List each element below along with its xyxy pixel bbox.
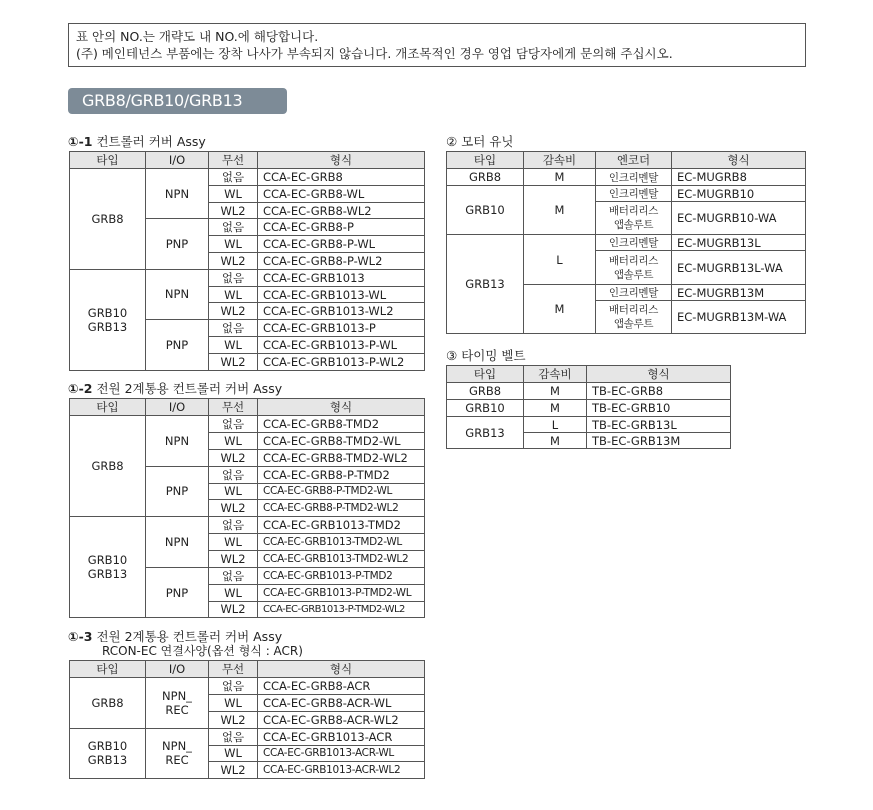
model-cell: CCA-EC-GRB1013-WL: [258, 286, 425, 303]
type-cell: [70, 678, 146, 729]
section-number: ①-3: [68, 629, 93, 644]
io-cell: [146, 728, 209, 779]
wireless-cell: 없음: [209, 466, 258, 483]
header-type: 타입: [447, 152, 524, 169]
wireless-cell: 없음: [209, 678, 258, 695]
type-cell: [70, 169, 146, 270]
model-cell: CCA-EC-GRB8-P-WL: [258, 236, 425, 253]
section-1-2-title: [68, 381, 282, 396]
header-ratio: 감속비: [524, 152, 596, 169]
model-cell: EC-MUGRB10-WA: [672, 202, 806, 235]
header-type: 타입: [70, 661, 146, 678]
model-cell: TB-EC-GRB8: [587, 383, 731, 400]
io-label: PNP: [165, 484, 189, 499]
model-cell: CCA-EC-GRB1013-WL2: [258, 303, 425, 320]
type-label: GRB13: [87, 319, 128, 334]
encoder-line: 앱솔루트: [613, 268, 654, 281]
model-cell: CCA-EC-GRB8-TMD2-WL: [258, 433, 425, 450]
notice-line-2: (주) 메인테넌스 부품에는 장착 나사가 부속되지 않습니다. 개조목적인 경우 영업 담당자에게 문의해 주십시오.: [76, 46, 673, 61]
acr-cover-table: [69, 660, 425, 779]
wireless-cell: WL: [209, 186, 258, 203]
wireless-cell: 없음: [209, 320, 258, 337]
io-label: REC: [165, 753, 189, 768]
model-cell: CCA-EC-GRB8: [258, 169, 425, 186]
model-cell: CCA-EC-GRB8-TMD2-WL2: [258, 449, 425, 466]
wireless-cell: WL: [209, 286, 258, 303]
type-cell: [70, 416, 146, 517]
io-cell: [146, 517, 209, 568]
header-wireless: 무선: [209, 152, 258, 169]
io-cell: [146, 320, 209, 370]
header-ratio: 감속비: [524, 366, 587, 383]
wireless-cell: WL: [209, 433, 258, 450]
controller-cover-table: [69, 151, 425, 371]
section-1-3-title: [68, 629, 282, 644]
wireless-cell: WL2: [209, 353, 258, 370]
encoder-cell: 인크리멘탈: [596, 169, 672, 186]
wireless-cell: WL2: [209, 449, 258, 466]
header-type: 타입: [70, 399, 146, 416]
model-cell: CCA-EC-GRB8-P-TMD2-WL: [258, 483, 425, 500]
encoder-cell: [596, 301, 672, 334]
wireless-cell: 없음: [209, 269, 258, 286]
header-wireless: 무선: [209, 399, 258, 416]
ratio-cell: M: [524, 400, 587, 417]
type-cell: GRB8: [447, 383, 524, 400]
wireless-cell: WL2: [209, 500, 258, 517]
type-label: GRB8: [91, 695, 124, 710]
model-cell: TB-EC-GRB10: [587, 400, 731, 417]
model-cell: EC-MUGRB13M-WA: [672, 301, 806, 334]
io-cell: [146, 169, 209, 219]
io-label: NPN: [164, 186, 190, 201]
wireless-cell: WL: [209, 534, 258, 551]
model-cell: CCA-EC-GRB1013-P-TMD2-WL2: [258, 601, 425, 618]
model-cell: TB-EC-GRB13L: [587, 417, 731, 433]
section-title-text: 타이밍 벨트: [457, 348, 526, 363]
type-cell: GRB13: [447, 235, 524, 334]
wireless-cell: 없음: [209, 517, 258, 534]
model-cell: CCA-EC-GRB1013-P-TMD2-WL: [258, 584, 425, 601]
wireless-cell: WL: [209, 337, 258, 354]
wireless-cell: 없음: [209, 416, 258, 433]
type-cell: [70, 517, 146, 618]
section-number: ③: [446, 348, 458, 363]
ratio-cell: M: [524, 169, 596, 186]
header-wireless: 무선: [209, 661, 258, 678]
type-cell: [70, 269, 146, 370]
encoder-cell: 인크리멘탈: [596, 235, 672, 251]
type-cell: GRB10: [447, 400, 524, 417]
section-title-text: 전원 2계통용 컨트롤러 커버 Assy: [92, 629, 283, 644]
series-badge: GRB8/GRB10/GRB13: [68, 88, 287, 114]
model-cell: CCA-EC-GRB8-P-TMD2-WL2: [258, 500, 425, 517]
section-3-title: [446, 348, 526, 363]
header-io: I/O: [146, 152, 209, 169]
model-cell: CCA-EC-GRB8-ACR: [258, 678, 425, 695]
wireless-cell: 없음: [209, 728, 258, 745]
type-label: GRB10: [87, 739, 128, 754]
timing-belt-table: [446, 365, 731, 449]
type-label: GRB10: [87, 553, 128, 568]
header-model: 형식: [587, 366, 731, 383]
io-label: NPN_: [162, 739, 192, 754]
dual-power-cover-table: [69, 398, 425, 618]
header-type: 타입: [447, 366, 524, 383]
wireless-cell: WL: [209, 745, 258, 762]
wireless-cell: WL2: [209, 762, 258, 779]
model-cell: CCA-EC-GRB1013-TMD2-WL2: [258, 550, 425, 567]
encoder-cell: 인크리멘탈: [596, 285, 672, 301]
wireless-cell: WL2: [209, 303, 258, 320]
io-label: NPN_: [162, 688, 192, 703]
encoder-line: 앱솔루트: [613, 219, 654, 231]
model-cell: CCA-EC-GRB8-P-TMD2: [258, 466, 425, 483]
model-cell: CCA-EC-GRB1013-P-TMD2: [258, 567, 425, 584]
encoder-line: 배터리리스: [608, 304, 659, 316]
notice-box: [68, 23, 806, 67]
header-io: I/O: [146, 399, 209, 416]
wireless-cell: WL2: [209, 550, 258, 567]
io-cell: [146, 416, 209, 467]
header-io: I/O: [146, 661, 209, 678]
ratio-cell: M: [524, 433, 587, 449]
wireless-cell: WL2: [209, 601, 258, 618]
section-2-title: [446, 134, 513, 149]
model-cell: CCA-EC-GRB8-ACR-WL2: [258, 711, 425, 728]
model-cell: CCA-EC-GRB8-TMD2: [258, 416, 425, 433]
model-cell: EC-MUGRB8: [672, 169, 806, 186]
section-title-text: 컨트롤러 커버 Assy: [92, 134, 206, 149]
model-cell: EC-MUGRB13M: [672, 285, 806, 301]
ratio-cell: L: [524, 235, 596, 285]
wireless-cell: WL2: [209, 202, 258, 219]
type-label: GRB8: [91, 211, 124, 226]
type-label: GRB10: [87, 305, 128, 320]
encoder-cell: [596, 251, 672, 285]
wireless-cell: WL: [209, 236, 258, 253]
io-label: PNP: [165, 337, 189, 352]
model-cell: CCA-EC-GRB1013: [258, 269, 425, 286]
model-cell: CCA-EC-GRB1013-ACR-WL2: [258, 762, 425, 779]
model-cell: CCA-EC-GRB8-P: [258, 219, 425, 236]
io-cell: [146, 466, 209, 517]
wireless-cell: 없음: [209, 169, 258, 186]
io-cell: [146, 219, 209, 269]
wireless-cell: WL: [209, 483, 258, 500]
wireless-cell: 없음: [209, 219, 258, 236]
type-cell: GRB8: [447, 169, 524, 186]
model-cell: CCA-EC-GRB1013-P-WL2: [258, 353, 425, 370]
header-encoder: 엔코더: [596, 152, 672, 169]
wireless-cell: 없음: [209, 567, 258, 584]
section-title-text: 모터 유닛: [457, 134, 514, 149]
model-cell: CCA-EC-GRB1013-ACR: [258, 728, 425, 745]
section-title-text: 전원 2계통용 컨트롤러 커버 Assy: [92, 381, 283, 396]
encoder-line: 배터리리스: [608, 205, 659, 217]
notice-line-1: 표 안의 NO.는 개략도 내 NO.에 해당합니다.: [76, 29, 319, 44]
io-cell: [146, 269, 209, 319]
section-number: ①-1: [68, 134, 93, 149]
io-cell: [146, 567, 209, 618]
ratio-cell: M: [524, 285, 596, 334]
io-label: NPN: [164, 287, 190, 302]
model-cell: CCA-EC-GRB8-ACR-WL: [258, 695, 425, 712]
io-label: NPN: [164, 534, 190, 549]
wireless-cell: WL2: [209, 253, 258, 270]
model-cell: TB-EC-GRB13M: [587, 433, 731, 449]
wireless-cell: WL: [209, 584, 258, 601]
wireless-cell: WL2: [209, 711, 258, 728]
io-label: NPN: [164, 433, 190, 448]
io-label: PNP: [165, 585, 189, 600]
model-cell: CCA-EC-GRB1013-TMD2: [258, 517, 425, 534]
encoder-cell: [596, 202, 672, 235]
model-cell: EC-MUGRB13L: [672, 235, 806, 251]
io-label: PNP: [165, 237, 189, 252]
motor-unit-table: [446, 151, 806, 334]
header-model: 형식: [258, 661, 425, 678]
model-cell: CCA-EC-GRB8-P-WL2: [258, 253, 425, 270]
type-cell: [70, 728, 146, 779]
io-cell: [146, 678, 209, 729]
model-cell: CCA-EC-GRB1013-ACR-WL: [258, 745, 425, 762]
type-label: GRB8: [91, 459, 124, 474]
ratio-cell: M: [524, 186, 596, 235]
type-cell: GRB10: [447, 186, 524, 235]
section-number: ②: [446, 134, 458, 149]
section-1-3-subtitle: RCON-EC 연결사양(옵션 형식 : ACR): [102, 644, 303, 658]
section-number: ①-2: [68, 381, 93, 396]
encoder-line: 앱솔루트: [613, 318, 654, 330]
model-cell: CCA-EC-GRB8-WL: [258, 186, 425, 203]
ratio-cell: L: [524, 417, 587, 433]
encoder-line: 배터리리스: [608, 254, 659, 267]
header-model: 형식: [258, 399, 425, 416]
model-cell: CCA-EC-GRB1013-TMD2-WL: [258, 534, 425, 551]
io-label: REC: [165, 702, 189, 717]
model-cell: CCA-EC-GRB1013-P-WL: [258, 337, 425, 354]
section-1-1-title: [68, 134, 206, 149]
encoder-cell: 인크리멘탈: [596, 186, 672, 202]
type-cell: GRB13: [447, 417, 524, 449]
ratio-cell: M: [524, 383, 587, 400]
header-type: 타입: [70, 152, 146, 169]
header-model: 형식: [672, 152, 806, 169]
wireless-cell: WL: [209, 695, 258, 712]
type-label: GRB13: [87, 753, 128, 768]
model-cell: CCA-EC-GRB1013-P: [258, 320, 425, 337]
model-cell: EC-MUGRB13L-WA: [672, 251, 806, 285]
header-model: 형식: [258, 152, 425, 169]
model-cell: EC-MUGRB10: [672, 186, 806, 202]
type-label: GRB13: [87, 567, 128, 582]
model-cell: CCA-EC-GRB8-WL2: [258, 202, 425, 219]
